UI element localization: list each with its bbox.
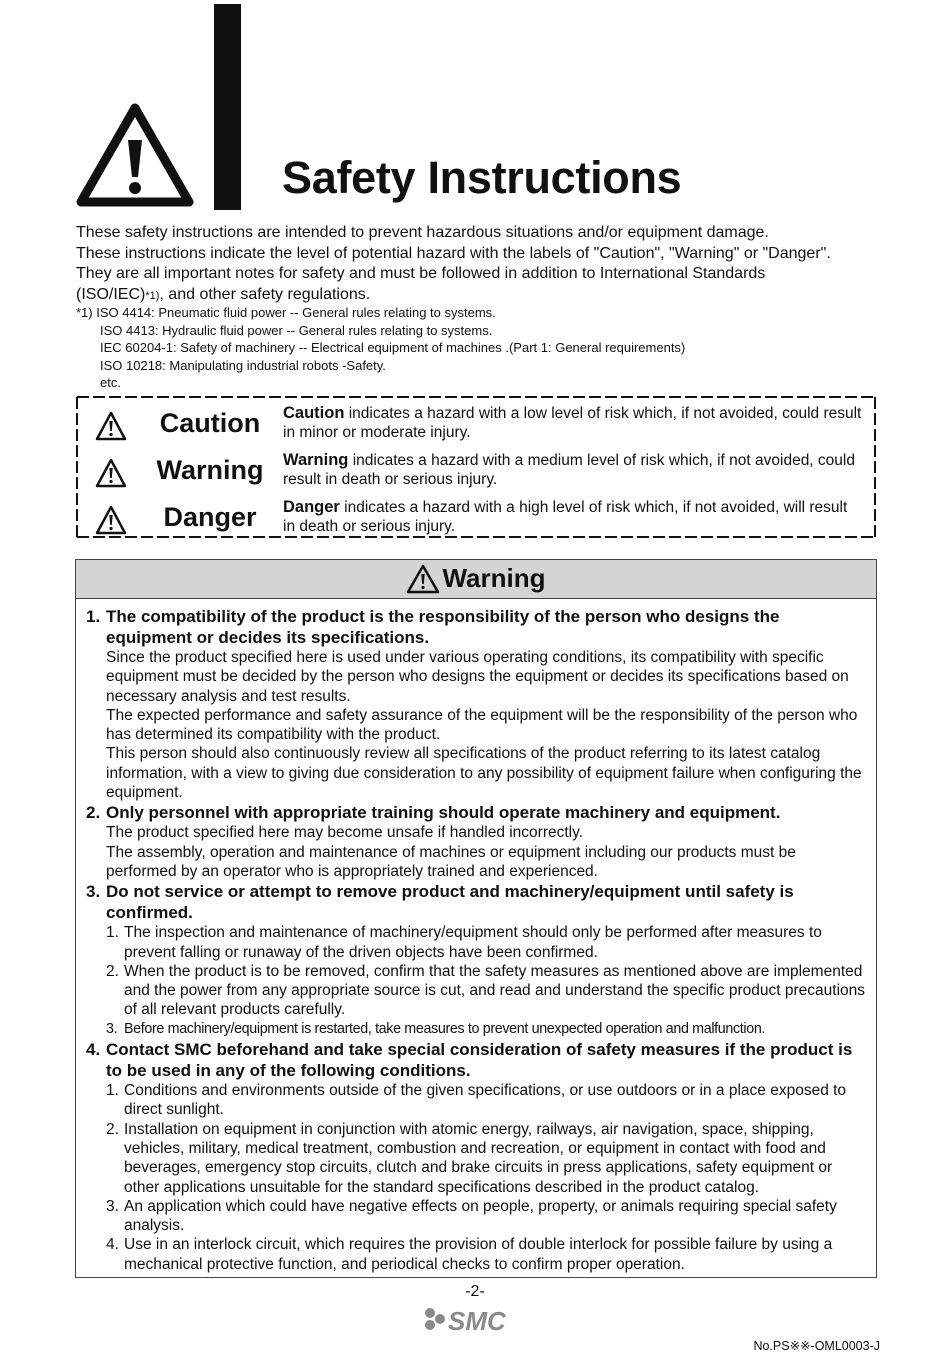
item-number: 2.	[86, 803, 101, 823]
footnote: *1) ISO 4414: Pneumatic fluid power -- General rules relating to systems.	[76, 305, 496, 320]
warning-label: Warning	[156, 455, 264, 485]
warning-box	[75, 559, 877, 1278]
sub-item-number: 3.	[106, 1020, 118, 1037]
intro-line	[76, 285, 896, 307]
sub-item-number: 4.	[106, 1236, 119, 1254]
item-paragraph: The product specified here may become unsafe if handled incorrectly.	[106, 824, 584, 842]
warning-item	[84, 802, 868, 881]
sub-item-text: The inspection and maintenance of machinery/equipment should only be performed after measures to prevent falling or runaway of the driven objects have been confirmed.	[124, 924, 822, 961]
sub-item-number: 1.	[106, 924, 119, 942]
intro-line: These instructions indicate the level of potential hazard with the labels of "Caution", "Warning" or "Danger".	[76, 244, 831, 262]
sub-item-text: Before machinery/equipment is restarted, take measures to prevent unexpected operation and malfunction.	[124, 1020, 766, 1037]
document-number: No.PS※※-OML0003-J	[753, 1339, 880, 1353]
warning-item	[84, 881, 868, 1039]
sub-item	[106, 1235, 868, 1274]
item-title: Do not service or attempt to remove product and machinery/equipment until safety is confirmed.	[106, 882, 794, 923]
intro-text	[76, 223, 896, 306]
warning-item	[84, 1039, 868, 1274]
sub-item-number: 2.	[106, 962, 119, 980]
warning-box-header	[76, 560, 876, 599]
sub-item-text: Use in an interlock circuit, which requires the provision of double interlock for possible failure by using a mechanical protective function, and periodical checks to confirm proper operation.	[124, 1236, 833, 1273]
item-title: Only personnel with appropriate training should operate machinery and equipment.	[106, 803, 781, 823]
smc-logo-text: SMC	[448, 1306, 506, 1336]
warning-triangle-icon	[406, 564, 440, 594]
item-title: The compatibility of the product is the responsibility of the person who designs the equipment or decides its specifications.	[106, 607, 780, 647]
warning-box-body	[76, 599, 876, 1274]
warning-box-title: Warning	[442, 563, 546, 593]
sub-item	[106, 962, 868, 1020]
warning-description: Warning indicates a hazard with a medium level of risk which, if not avoided, could result in death or serious injury.	[283, 451, 855, 488]
sub-item	[106, 1197, 868, 1236]
sub-item-number: 1.	[106, 1082, 119, 1100]
item-title: Contact SMC beforehand and take special consideration of safety measures if the product is to be used in any of the following conditions.	[106, 1040, 853, 1081]
warning-row	[76, 451, 876, 501]
danger-row	[76, 498, 876, 548]
footnote: ISO 10218: Manipulating industrial robots -Safety.	[100, 357, 386, 373]
item-paragraph: Since the product specified here is used under various operating conditions, its compatibility with specific equipment must be decided by the person who designs the equipment or decides its specifications based on necessary analysis and test results.	[106, 649, 849, 705]
intro-tail: , and other safety regulations.	[159, 285, 371, 303]
danger-triangle-icon	[94, 504, 128, 536]
sub-item	[106, 1120, 868, 1197]
intro-line: These safety instructions are intended to prevent hazardous situations and/or equipment damage.	[76, 224, 769, 241]
item-paragraph: This person should also continuously review all specifications of the product referring to its latest catalog information, with a view to giving due consideration to any possibility of equipment failure when configuring the equipment.	[106, 745, 862, 802]
sub-item	[106, 923, 868, 962]
footnotes	[76, 304, 685, 392]
item-paragraph: The assembly, operation and maintenance of machines or equipment including our products must be performed by an operator who is appropriately trained and experienced.	[106, 843, 796, 880]
warning-triangle-icon	[94, 457, 128, 489]
caution-description: Caution indicates a hazard with a low level of risk which, if not avoided, could result in minor or moderate injury.	[283, 404, 862, 441]
sub-item	[106, 1020, 868, 1039]
caution-triangle-icon	[94, 410, 128, 442]
warning-triangle-icon	[74, 100, 196, 208]
caution-label: Caution	[159, 408, 261, 438]
sub-item-number: 3.	[106, 1197, 119, 1215]
danger-label: Danger	[163, 502, 257, 532]
footnote: IEC 60204-1: Safety of machinery -- Electrical equipment of machines .(Part 1: General requirements)	[100, 340, 686, 355]
warning-item	[84, 606, 868, 802]
intro-footnote-ref: *1)	[145, 289, 160, 302]
page-number: -2-	[465, 1283, 485, 1300]
sub-item-text: Installation on equipment in conjunction with atomic energy, railways, air navigation, space, shipping, vehicles, military, medical treatment, combustion and recreation, or equipment in contact with food and beverages, emergency stop circuits, clutch and brake circuits in press applications, safety equipment or other applications unsuitable for the standard specifications described in the product catalog.	[124, 1120, 833, 1196]
item-number: 4.	[86, 1040, 101, 1060]
header-bar	[214, 4, 241, 210]
sub-item-text: When the product is to be removed, confirm that the safety measures as mentioned above are implemented and the power from any appropriate source is cut, and read and understand the specific product precautions of all relevant products carefully.	[124, 962, 866, 1019]
intro-line: They are all important notes for safety and must be followed in addition to International Standards	[76, 265, 766, 282]
item-number: 1.	[86, 607, 101, 626]
sub-item-number: 2.	[106, 1120, 119, 1138]
danger-description: Danger indicates a hazard with a high level of risk which, if not avoided, will result in death or serious injury.	[283, 498, 848, 535]
item-number: 3.	[86, 882, 101, 902]
sub-item-text: An application which could have negative effects on people, property, or animals requiring special safety analysis.	[124, 1197, 837, 1235]
sub-item-text: Conditions and environments outside of the given specifications, or use outdoors or in a place exposed to direct sunlight.	[124, 1082, 847, 1119]
sub-item	[106, 1081, 868, 1120]
footnote: ISO 4413: Hydraulic fluid power -- General rules relating to systems.	[100, 322, 493, 338]
footnote: etc.	[100, 375, 121, 390]
item-paragraph: The expected performance and safety assurance of the equipment will be the responsibility of the person who has determined its compatibility with the product.	[106, 706, 858, 744]
page-title: Safety Instructions	[282, 152, 682, 203]
smc-logo	[422, 1302, 532, 1336]
hazard-levels	[76, 396, 876, 538]
caution-row	[76, 404, 876, 454]
intro-iso: (ISO/IEC)	[76, 285, 146, 303]
